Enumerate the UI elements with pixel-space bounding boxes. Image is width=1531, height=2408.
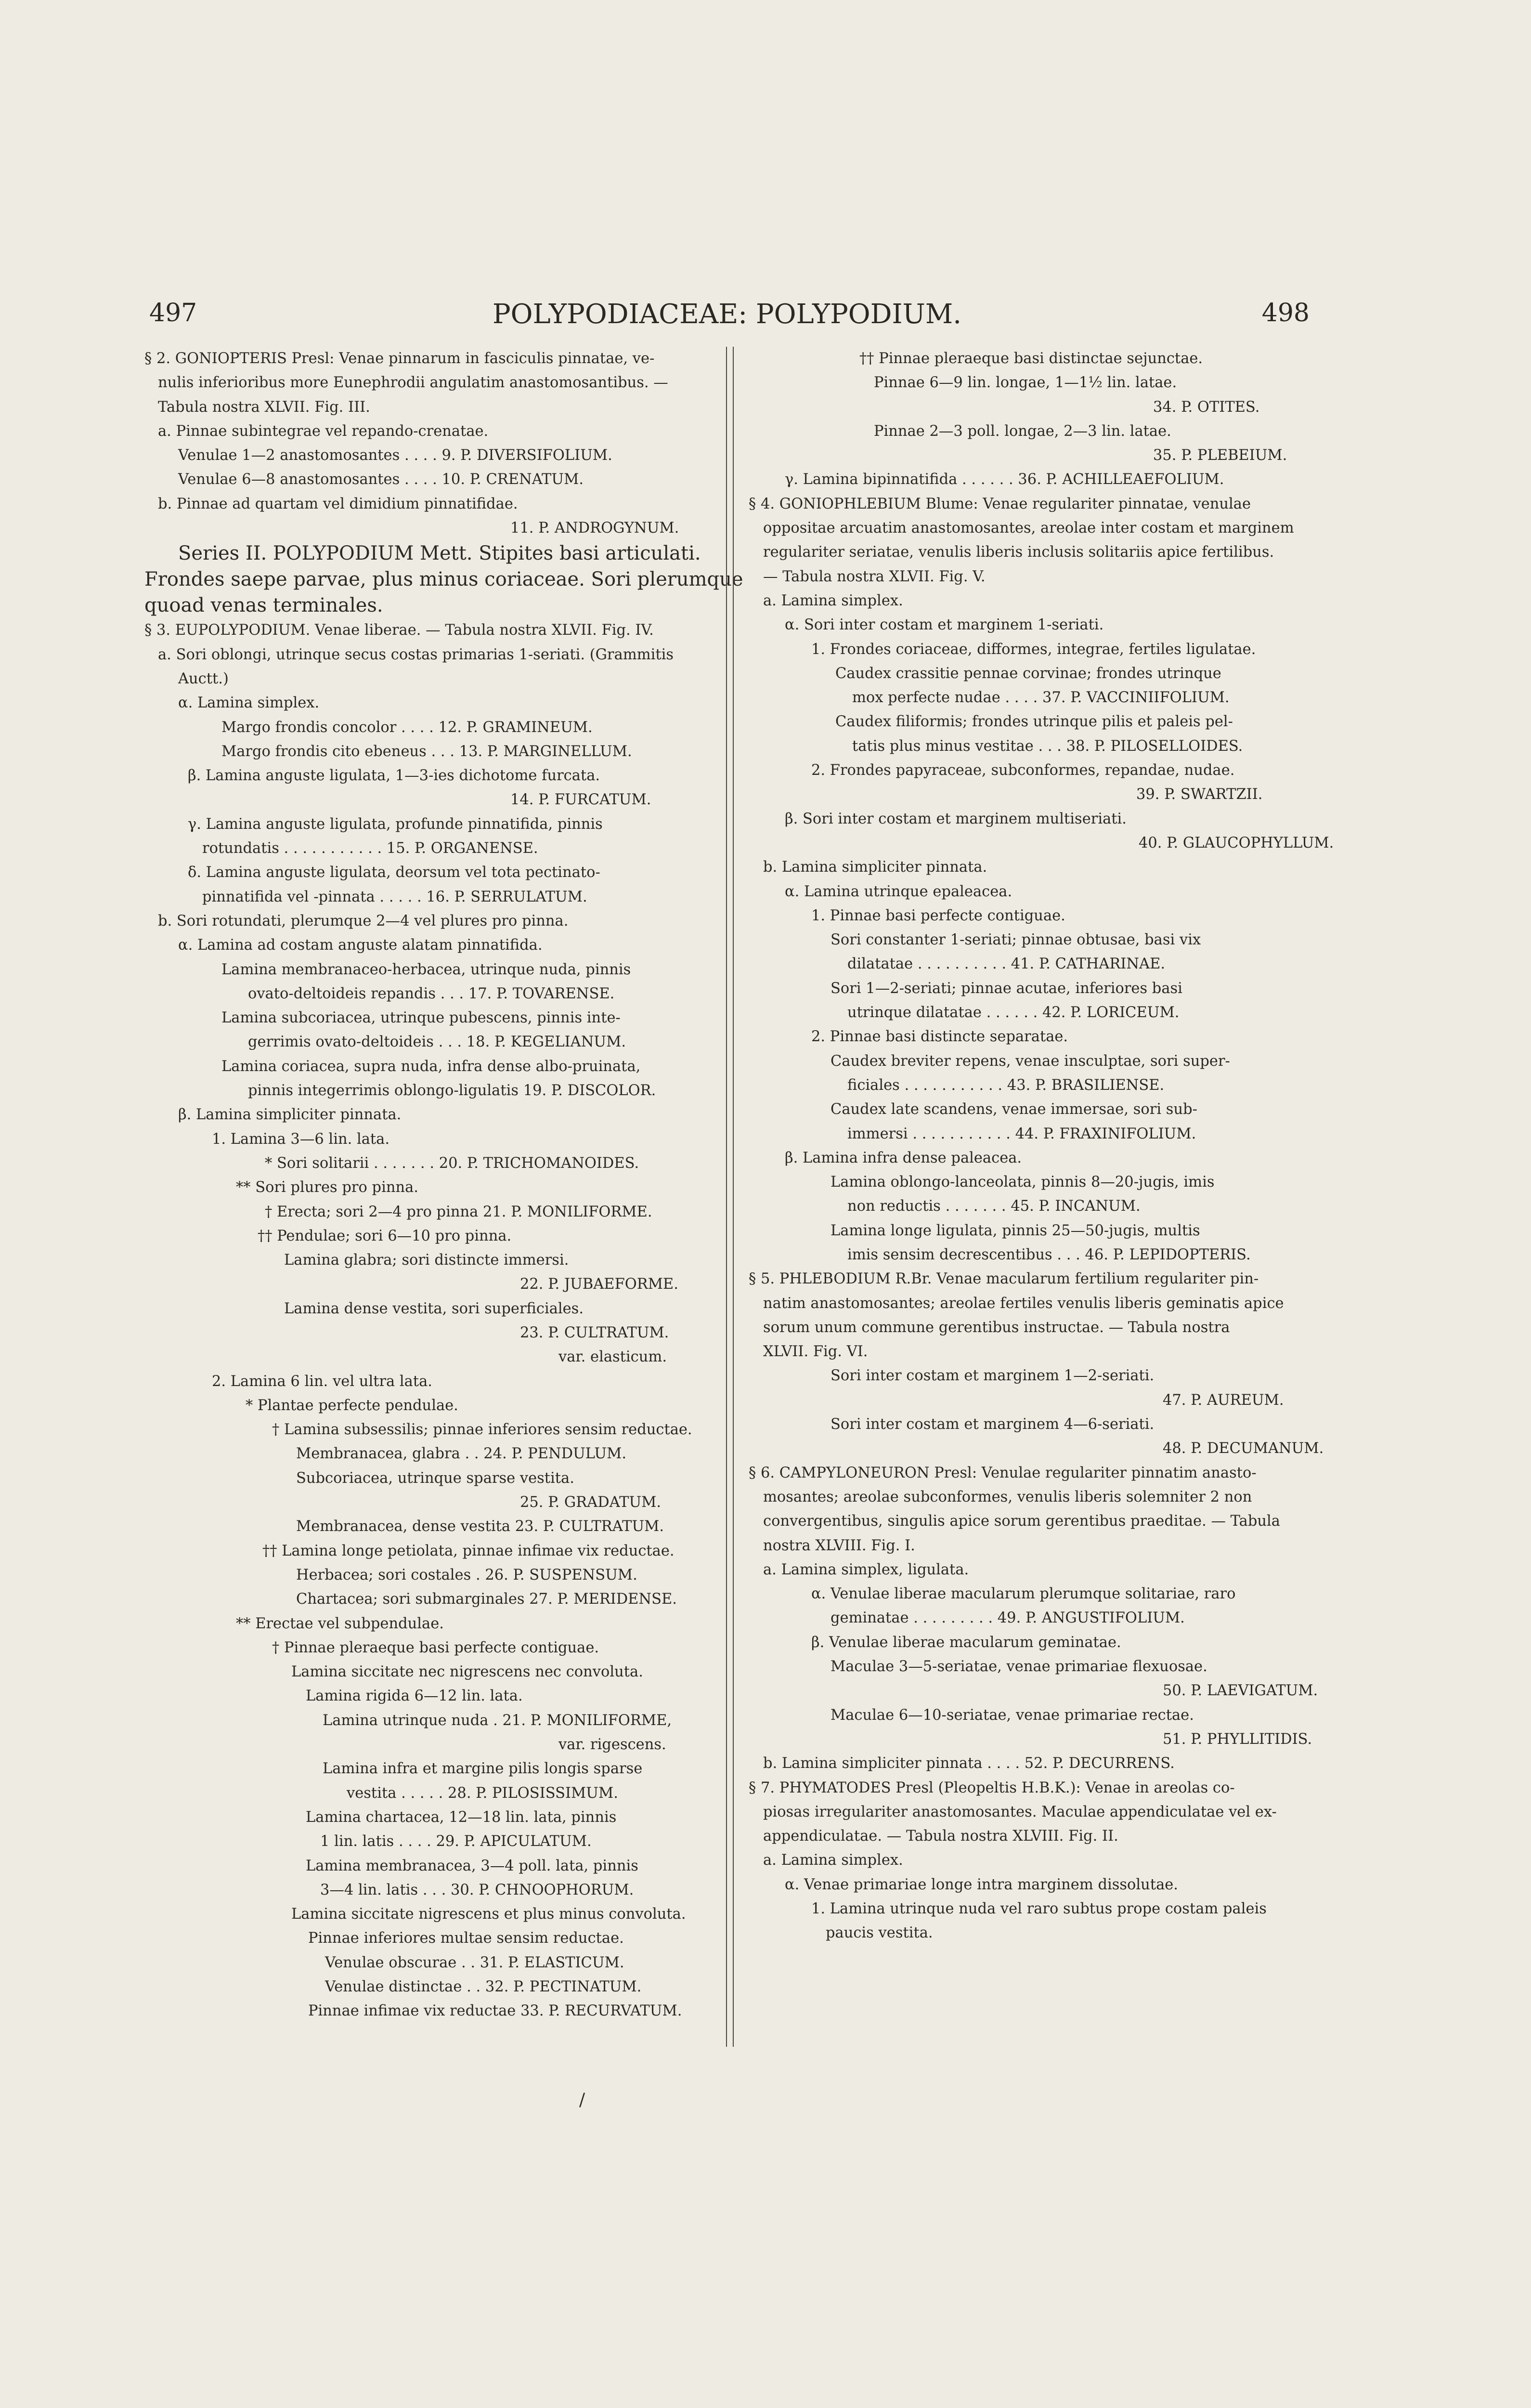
text-line: var. rigescens.	[558, 1736, 666, 1754]
text-line: † Erecta; sori 2—4 pro pinna 21. P. MONILIFORME.	[265, 1203, 652, 1220]
text-line: a. Sori oblongi, utrinque secus costas primarias 1-seriati. (Grammitis	[158, 646, 674, 663]
text-line: Lamina infra et margine pilis longis sparse	[323, 1760, 643, 1778]
text-line: non reductis . . . . . . . 45. P. INCANUM.	[847, 1198, 1141, 1215]
text-line: Pinnae infimae vix reductae 33. P. RECURVATUM.	[308, 2002, 682, 2020]
text-line: Sori inter costam et marginem 1—2-seriati.	[830, 1367, 1155, 1385]
text-line: 1. Lamina utrinque nuda vel raro subtus prope costam paleis	[811, 1900, 1267, 1917]
text-line: immersi . . . . . . . . . . . 44. P. FRAXINIFOLIUM.	[847, 1125, 1196, 1142]
text-line: vestita . . . . . 28. P. PILOSISSIMUM.	[347, 1784, 618, 1802]
text-line: utrinque dilatatae . . . . . . 42. P. LORICEUM.	[847, 1004, 1180, 1021]
text-line: Sori inter costam et marginem 4—6-seriati.	[830, 1416, 1155, 1433]
text-line: γ. Lamina anguste ligulata, profunde pinnatifida, pinnis	[188, 815, 603, 833]
text-line: regulariter seriatae, venulis liberis inclusis solitariis apice fertilibus.	[763, 544, 1274, 561]
text-line: 47. P. AUREUM.	[1163, 1391, 1284, 1409]
text-line: 51. P. PHYLLITIDIS.	[1163, 1730, 1312, 1748]
text-line: geminatae . . . . . . . . . 49. P. ANGUSTIFOLIUM.	[830, 1610, 1185, 1627]
text-line: § 6. CAMPYLONEURON Presl: Venulae regulariter pinnatim anasto-	[749, 1464, 1257, 1481]
text-line: δ. Lamina anguste ligulata, deorsum vel tota pectinato-	[188, 864, 600, 881]
right-column	[749, 347, 1334, 1946]
text-line: 39. P. SWARTZII.	[1136, 786, 1263, 803]
text-line: ** Sori plures pro pinna.	[236, 1179, 418, 1196]
text-line: Lamina glabra; sori distincte immersi.	[284, 1252, 569, 1269]
text-line: 3—4 lin. latis . . . 30. P. CHNOOPHORUM.	[320, 1881, 634, 1898]
text-line: 14. P. FURCATUM.	[510, 791, 651, 809]
text-line: †† Lamina longe petiolata, pinnae infimae vix reductae.	[262, 1542, 675, 1559]
text-line: Sori constanter 1-seriati; pinnae obtusae, basi vix	[830, 931, 1201, 949]
text-line: b. Sori rotundati, plerumque 2—4 vel plures pro pinna.	[158, 912, 569, 929]
text-line: Caudex breviter repens, venae insculptae, sori super-	[830, 1052, 1230, 1070]
text-line: Lamina siccitate nec nigrescens nec convoluta.	[291, 1663, 643, 1681]
text-line: mox perfecte nudae . . . . 37. P. VACCINIIFOLIUM.	[852, 689, 1230, 707]
text-line: Lamina utrinque nuda . 21. P. MONILIFORME,	[323, 1712, 672, 1729]
text-line: β. Sori inter costam et marginem multiseriati.	[785, 810, 1127, 827]
text-line: 50. P. LAEVIGATUM.	[1163, 1682, 1318, 1700]
text-line: 1 lin. latis . . . . 29. P. APICULATUM.	[320, 1833, 592, 1850]
text-line: β. Venulae liberae macularum geminatae.	[811, 1634, 1121, 1651]
text-line: a. Lamina simplex.	[763, 592, 903, 609]
text-line: sorum unum commune gerentibus instructae. — Tabula nostra	[763, 1319, 1230, 1336]
text-line: Lamina membranacea, 3—4 poll. lata, pinnis	[306, 1857, 638, 1874]
text-line: α. Lamina ad costam anguste alatam pinnatifida.	[178, 937, 543, 954]
text-line: imis sensim decrescentibus . . . 46. P. LEPIDOPTERIS.	[847, 1246, 1251, 1263]
text-line: †† Pendulae; sori 6—10 pro pinna.	[258, 1227, 512, 1244]
text-line: Tabula nostra XLVII. Fig. III.	[158, 398, 370, 416]
text-line: β. Lamina simpliciter pinnata.	[178, 1106, 402, 1124]
text-line: a. Lamina simplex.	[763, 1852, 903, 1869]
text-line: ficiales . . . . . . . . . . . 43. P. BRASILIENSE.	[847, 1076, 1165, 1094]
text-line: β. Lamina infra dense paleacea.	[785, 1149, 1022, 1166]
text-line: 2. Lamina 6 lin. vel ultra lata.	[212, 1373, 432, 1390]
text-line: b. Pinnae ad quartam vel dimidium pinnatifidae.	[158, 495, 518, 512]
text-line: 35. P. PLEBEIUM.	[1153, 447, 1287, 464]
text-line: Membranacea, dense vestita 23. P. CULTRATUM.	[296, 1518, 664, 1535]
text-line: pinnis integerrimis oblongo-ligulatis 19. P. DISCOLOR.	[248, 1082, 656, 1099]
text-line: 2. Pinnae basi distincte separatae.	[811, 1028, 1068, 1046]
text-line: Lamina siccitate nigrescens et plus minus convoluta.	[291, 1906, 686, 1923]
text-line: Chartacea; sori submarginales 27. P. MERIDENSE.	[296, 1591, 677, 1608]
text-line: α. Venulae liberae macularum plerumque solitariae, raro	[811, 1585, 1236, 1603]
text-line: Frondes saepe parvae, plus minus coriaceae. Sori plerumque	[144, 568, 743, 591]
text-line: Venulae obscurae . . 31. P. ELASTICUM.	[325, 1954, 624, 1971]
text-line: α. Venae primariae longe intra marginem dissolutae.	[785, 1876, 1179, 1893]
text-line: nostra XLVIII. Fig. I.	[763, 1537, 915, 1554]
text-line: rotundatis . . . . . . . . . . . 15. P. ORGANENSE.	[202, 840, 538, 857]
text-line: Pinnae inferiores multae sensim reductae.	[308, 1930, 624, 1947]
text-line: 40. P. GLAUCOPHYLLUM.	[1139, 834, 1334, 851]
text-line: Lamina oblongo-lanceolata, pinnis 8—20-jugis, imis	[830, 1174, 1215, 1191]
text-line: Lamina rigida 6—12 lin. lata.	[306, 1688, 523, 1705]
text-line: paucis vestita.	[826, 1924, 933, 1942]
text-line: ovato-deltoideis repandis . . . 17. P. TOVARENSE.	[248, 985, 615, 1002]
text-line: † Lamina subsessilis; pinnae inferiores sensim reductae.	[272, 1421, 692, 1439]
text-line: tatis plus minus vestitae . . . 38. P. PILOSELLOIDES.	[852, 737, 1243, 755]
text-line: var. elasticum.	[558, 1348, 667, 1366]
text-line: 2. Frondes papyraceae, subconformes, repandae, nudae.	[811, 762, 1235, 779]
text-line: § 2. GONIOPTERIS Presl: Venae pinnarum in fasciculis pinnatae, ve-	[144, 350, 655, 367]
text-line: Caudex late scandens, venae immersae, sori sub-	[830, 1101, 1197, 1118]
text-line: † Pinnae pleraeque basi perfecte contiguae.	[272, 1639, 599, 1656]
text-line: Margo frondis cito ebeneus . . . 13. P. MARGINELLUM.	[221, 743, 632, 760]
text-line: Caudex filiformis; frondes utrinque pilis et paleis pel-	[835, 713, 1233, 731]
text-line: Caudex crassitie pennae corvinae; frondes utrinque	[835, 665, 1221, 682]
text-line: 1. Lamina 3—6 lin. lata.	[212, 1130, 390, 1148]
text-line: natim anastomosantes; areolae fertiles venulis liberis geminatis apice	[763, 1295, 1284, 1312]
text-line: 34. P. OTITES.	[1153, 398, 1260, 416]
text-line: § 3. EUPOLYPODIUM. Venae liberae. — Tabula nostra XLVII. Fig. IV.	[144, 622, 654, 639]
text-line: dilatatae . . . . . . . . . . 41. P. CATHARINAE.	[847, 955, 1166, 973]
text-line: nulis inferioribus more Eunephrodii angulatim anastomosantibus. —	[158, 374, 668, 392]
text-line: Venulae distinctae . . 32. P. PECTINATUM.	[325, 1978, 642, 1995]
text-line: α. Lamina utrinque epaleacea.	[785, 883, 1012, 900]
text-line: Lamina membranaceo-herbacea, utrinque nuda, pinnis	[221, 961, 631, 978]
text-line: 48. P. DECUMANUM.	[1163, 1440, 1324, 1457]
text-line: Membranacea, glabra . . 24. P. PENDULUM.	[296, 1445, 627, 1463]
text-line: γ. Lamina bipinnatifida . . . . . . 36. P. ACHILLEAEFOLIUM.	[785, 471, 1224, 488]
text-line: piosas irregulariter anastomosantes. Maculae appendiculatae vel ex-	[763, 1803, 1277, 1820]
text-line: Lamina chartacea, 12—18 lin. lata, pinnis	[306, 1808, 617, 1826]
text-line: mosantes; areolae subconformes, venulis liberis solemniter 2 non	[763, 1488, 1252, 1505]
text-line: ** Erectae vel subpendulae.	[236, 1615, 444, 1632]
text-line: XLVII. Fig. VI.	[763, 1343, 868, 1361]
text-line: Subcoriacea, utrinque sparse vestita.	[296, 1469, 574, 1487]
text-line: — Tabula nostra XLVII. Fig. V.	[763, 568, 986, 585]
text-line: § 5. PHLEBODIUM R.Br. Venae macularum fertilium regulariter pin-	[749, 1270, 1259, 1288]
text-line: 22. P. JUBAEFORME.	[520, 1276, 678, 1293]
text-line: § 4. GONIOPHLEBIUM Blume: Venae regulariter pinnatae, venulae	[749, 495, 1251, 512]
footer-mark: /	[579, 2090, 585, 2110]
text-line: gerrimis ovato-deltoideis . . . 18. P. KEGELIANUM.	[248, 1034, 626, 1051]
page-number-left: 497	[149, 299, 197, 327]
text-line: α. Sori inter costam et marginem 1-seriati.	[785, 616, 1104, 634]
text-line: b. Lamina simpliciter pinnata . . . . 52. P. DECURRENS.	[763, 1755, 1175, 1772]
text-line: Auctt.)	[178, 670, 229, 687]
text-line: Sori 1—2-seriati; pinnae acutae, inferiores basi	[830, 980, 1182, 997]
text-line: b. Lamina simpliciter pinnata.	[763, 859, 987, 876]
text-line: § 7. PHYMATODES Presl (Pleopeltis H.B.K.): Venae in areolas co-	[749, 1779, 1235, 1796]
text-line: pinnatifida vel -pinnata . . . . . 16. P. SERRULATUM.	[202, 888, 587, 905]
text-line: appendiculatae. — Tabula nostra XLVIII. Fig. II.	[763, 1828, 1118, 1845]
text-line: Lamina subcoriacea, utrinque pubescens, pinnis inte-	[221, 1009, 621, 1027]
text-line: Lamina coriacea, supra nuda, infra dense albo-pruinata,	[221, 1058, 641, 1075]
text-line: Lamina longe ligulata, pinnis 25—50-jugis, multis	[830, 1222, 1200, 1239]
text-line: a. Lamina simplex, ligulata.	[763, 1561, 969, 1578]
text-line: 1. Frondes coriaceae, difformes, integrae, fertiles ligulatae.	[811, 641, 1256, 658]
column-divider	[726, 347, 734, 2047]
text-line: Venulae 1—2 anastomosantes . . . . 9. P. DIVERSIFOLIUM.	[178, 447, 612, 464]
text-line: * Sori solitarii . . . . . . . 20. P. TRICHOMANOIDES.	[265, 1154, 639, 1172]
text-line: †† Pinnae pleraeque basi distinctae sejunctae.	[859, 350, 1203, 367]
text-line: Maculae 3—5-seriatae, venae primariae flexuosae.	[830, 1658, 1207, 1675]
text-line: Lamina dense vestita, sori superficiales.	[284, 1300, 584, 1317]
text-line: Margo frondis concolor . . . . 12. P. GRAMINEUM.	[221, 719, 593, 736]
text-line: Venulae 6—8 anastomosantes . . . . 10. P. CRENATUM.	[178, 471, 584, 488]
page-number-right: 498	[1261, 299, 1310, 327]
text-line: 23. P. CULTRATUM.	[520, 1324, 669, 1341]
left-column	[144, 347, 743, 2024]
text-line: Pinnae 6—9 lin. longae, 1—1½ lin. latae.	[874, 374, 1177, 392]
page-header	[144, 299, 1310, 337]
text-line: oppositae arcuatim anastomosantes, areolae inter costam et marginem	[763, 520, 1294, 537]
text-line: Pinnae 2—3 poll. longae, 2—3 lin. latae.	[874, 422, 1171, 440]
running-title: POLYPODIACEAE: POLYPODIUM.	[492, 299, 962, 330]
text-line: 25. P. GRADATUM.	[520, 1494, 662, 1511]
text-line: 1. Pinnae basi perfecte contiguae.	[811, 907, 1065, 924]
text-line: β. Lamina anguste ligulata, 1—3-ies dichotome furcata.	[188, 767, 600, 785]
text-line: Herbacea; sori costales . 26. P. SUSPENSUM.	[296, 1566, 637, 1584]
text-line: 11. P. ANDROGYNUM.	[510, 520, 679, 537]
text-line: convergentibus, singulis apice sorum gerentibus praeditae. — Tabula	[763, 1513, 1280, 1530]
text-line: α. Lamina simplex.	[178, 694, 320, 712]
text-line: quoad venas terminales.	[144, 594, 383, 617]
text-line: Maculae 6—10-seriatae, venae primariae rectae.	[830, 1706, 1194, 1724]
text-line: Series II. POLYPODIUM Mett. Stipites basi articulati.	[178, 542, 701, 565]
text-line: * Plantae perfecte pendulae.	[246, 1397, 458, 1414]
text-line: a. Pinnae subintegrae vel repando-crenatae.	[158, 422, 489, 440]
